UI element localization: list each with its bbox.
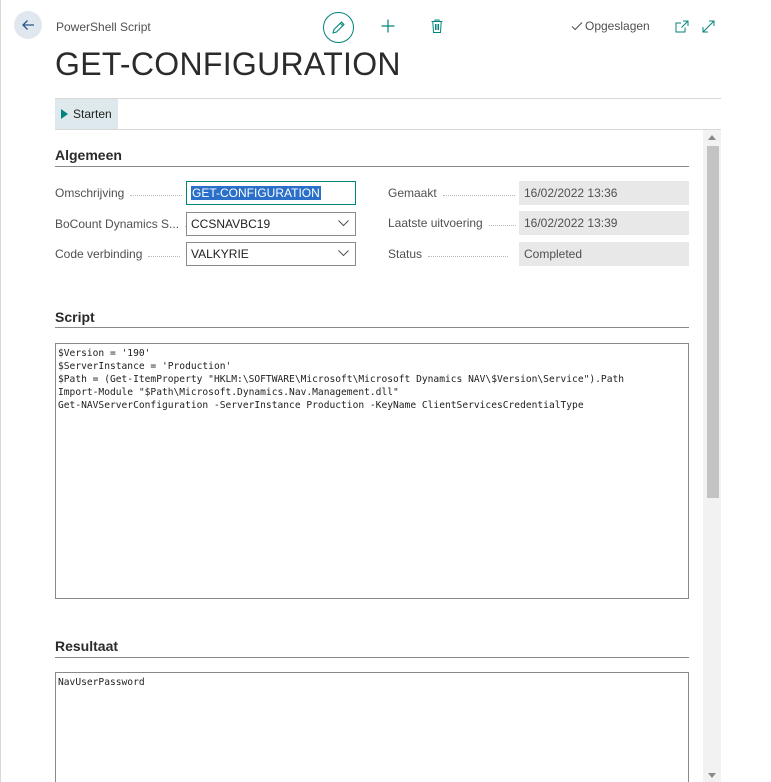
code-connection-select[interactable] (186, 242, 356, 266)
bocount-label (55, 217, 191, 231)
expand-button[interactable] (699, 17, 717, 35)
description-label (55, 186, 182, 200)
expand-icon (702, 20, 715, 33)
play-icon (61, 109, 68, 119)
vertical-scrollbar[interactable] (703, 130, 721, 782)
chevron-down-icon (338, 220, 349, 227)
last-run-value: 16/02/2022 13:39 (519, 211, 689, 235)
status-value: Completed (519, 242, 689, 266)
dotted-leader (148, 256, 180, 257)
section-general-title: Algemeen (55, 147, 122, 163)
back-button[interactable] (14, 11, 42, 39)
dotted-leader (443, 195, 515, 196)
trash-icon (431, 19, 443, 33)
delete-button[interactable] (428, 16, 446, 36)
open-new-window-button[interactable] (673, 17, 691, 35)
new-button[interactable] (378, 16, 398, 36)
dotted-leader (489, 225, 516, 226)
created-label (388, 186, 515, 200)
bocount-select[interactable] (186, 212, 356, 236)
start-action-button[interactable] (55, 99, 118, 129)
checkmark-icon (571, 21, 583, 31)
created-label-text: Gemaakt (388, 186, 437, 200)
dotted-leader (130, 195, 182, 196)
bocount-value: CCSNAVBC19 (191, 217, 271, 231)
arrow-left-icon (21, 18, 35, 32)
section-result-line (55, 657, 689, 658)
code-connection-value: VALKYRIE (191, 247, 249, 261)
section-result-title: Resultaat (55, 638, 119, 654)
code-connection-label-text: Code verbinding (55, 247, 143, 261)
section-general-line (55, 166, 689, 167)
description-value: GET-CONFIGURATION (192, 186, 320, 200)
scroll-up-arrow-icon[interactable] (708, 135, 716, 140)
pencil-icon (331, 20, 346, 35)
edit-button[interactable] (323, 12, 354, 43)
scroll-down-arrow-icon[interactable] (708, 773, 716, 778)
dotted-leader (428, 256, 508, 257)
bocount-label-text: BoCount Dynamics S... (55, 217, 180, 231)
result-output[interactable]: NavUserPassword (55, 672, 689, 782)
page-title: GET-CONFIGURATION (55, 46, 401, 82)
status-label-text: Status (388, 247, 423, 261)
window-left-border (0, 0, 1, 782)
section-script-title: Script (55, 309, 95, 325)
saved-label: Opgeslagen (585, 19, 650, 33)
open-in-new-window-icon (675, 20, 689, 33)
status-label (388, 247, 508, 261)
section-script-line (55, 327, 689, 328)
created-value: 16/02/2022 13:36 (519, 181, 689, 205)
code-connection-label (55, 247, 180, 261)
script-editor[interactable]: $Version = '190' $ServerInstance = 'Production' $Path = (Get-ItemProperty "HKLM:\SOFTWARE\Microsoft\Microsoft Dynamics NAV\$Version\Service").Path Import-Module "$Path\Microsoft.Dynamics.Nav.Management.dll" Get-NAVServerConfiguration -ServerInstance Production -KeyName ClientServicesCredentialType (55, 343, 689, 599)
title-divider (55, 98, 721, 99)
start-action-label: Starten (73, 107, 112, 121)
last-run-label (388, 216, 516, 230)
chevron-down-icon (338, 250, 349, 257)
last-run-label-text: Laatste uitvoering (388, 216, 483, 230)
content-area (55, 130, 703, 782)
page-caption: PowerShell Script (56, 20, 151, 34)
saved-status (571, 19, 650, 33)
scrollbar-thumb[interactable] (707, 146, 719, 498)
description-label-text: Omschrijving (55, 186, 125, 200)
plus-icon (381, 19, 395, 33)
description-field[interactable] (186, 181, 356, 205)
